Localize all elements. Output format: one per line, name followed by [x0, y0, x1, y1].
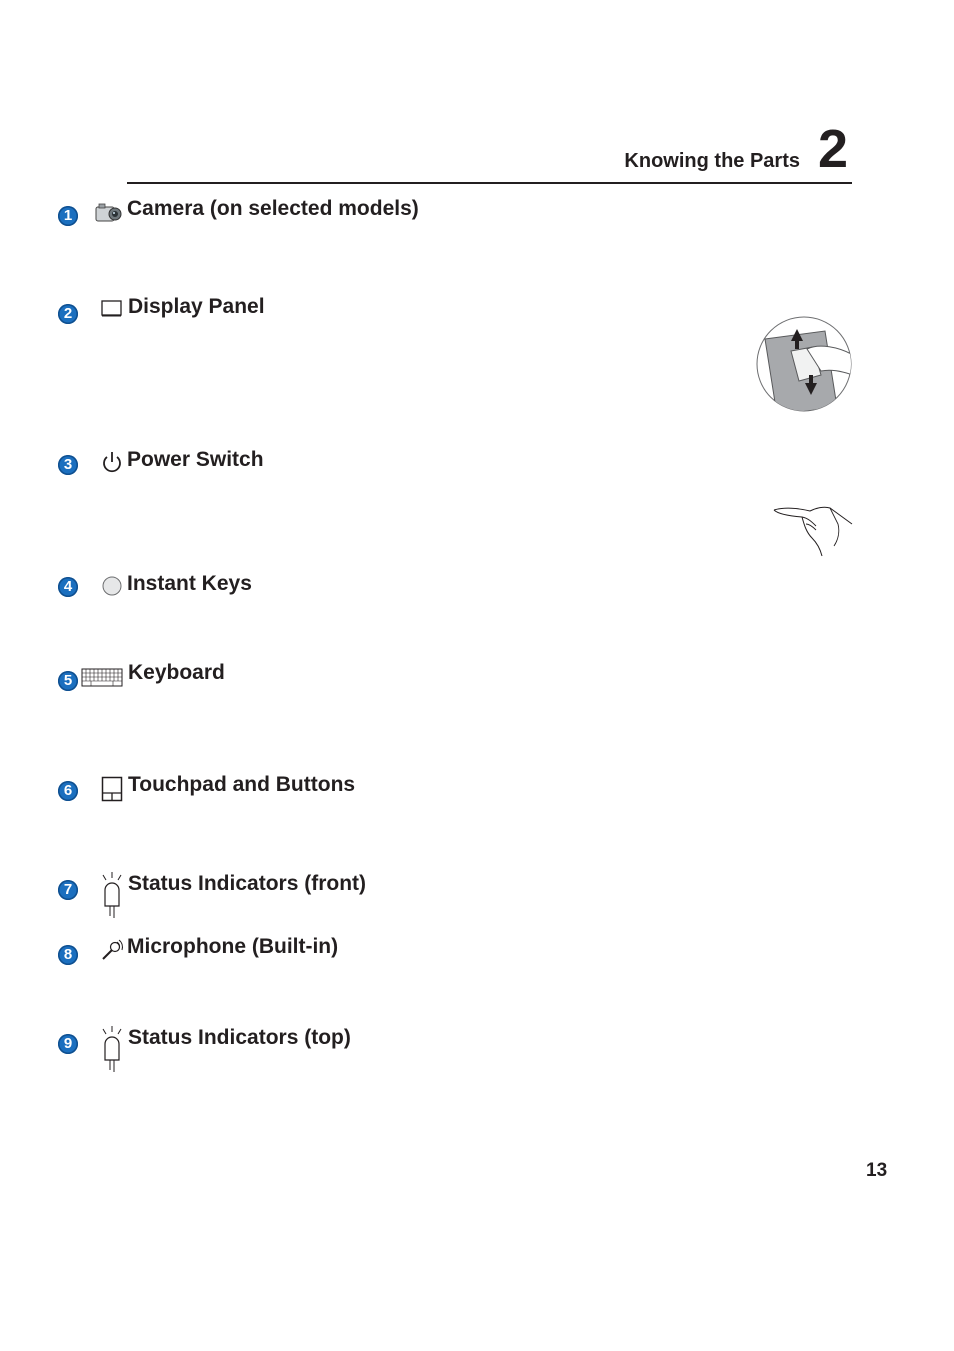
microphone-icon	[100, 938, 124, 962]
finger-press-illustration	[772, 502, 854, 558]
item-title: Touchpad and Buttons	[128, 773, 356, 796]
item-title: Status Indicators (front)	[128, 872, 367, 895]
item-title: Display Panel	[128, 295, 265, 318]
item-title: Instant Keys	[127, 572, 252, 595]
item-title: Status Indicators (top)	[128, 1026, 351, 1049]
header-divider	[127, 182, 852, 184]
led-icon	[100, 872, 124, 920]
page-number: 13	[866, 1160, 888, 1181]
keyboard-icon	[81, 668, 123, 688]
item-number-badge: 8	[58, 945, 78, 965]
led-icon	[100, 1026, 124, 1074]
item-number-badge: 6	[58, 781, 78, 801]
item-title: Keyboard	[128, 661, 225, 684]
item-number-badge: 4	[58, 577, 78, 597]
item-number-badge: 3	[58, 455, 78, 475]
item-number-badge: 1	[58, 206, 78, 226]
instant-key-icon	[101, 575, 123, 597]
item-number-badge: 9	[58, 1034, 78, 1054]
item-title: Power Switch	[127, 448, 264, 471]
touchpad-icon	[101, 776, 123, 802]
item-number-badge: 2	[58, 304, 78, 324]
chapter-title: Knowing the Parts	[624, 150, 800, 172]
chapter-number: 2	[818, 119, 849, 179]
item-title: Microphone (Built-in)	[127, 935, 339, 958]
item-number-badge: 7	[58, 880, 78, 900]
item-number-badge: 5	[58, 671, 78, 691]
display-icon	[100, 299, 124, 319]
display-cleaning-illustration	[755, 315, 853, 413]
camera-icon	[95, 200, 123, 226]
power-icon	[100, 450, 124, 474]
item-title: Camera (on selected models)	[127, 197, 419, 220]
